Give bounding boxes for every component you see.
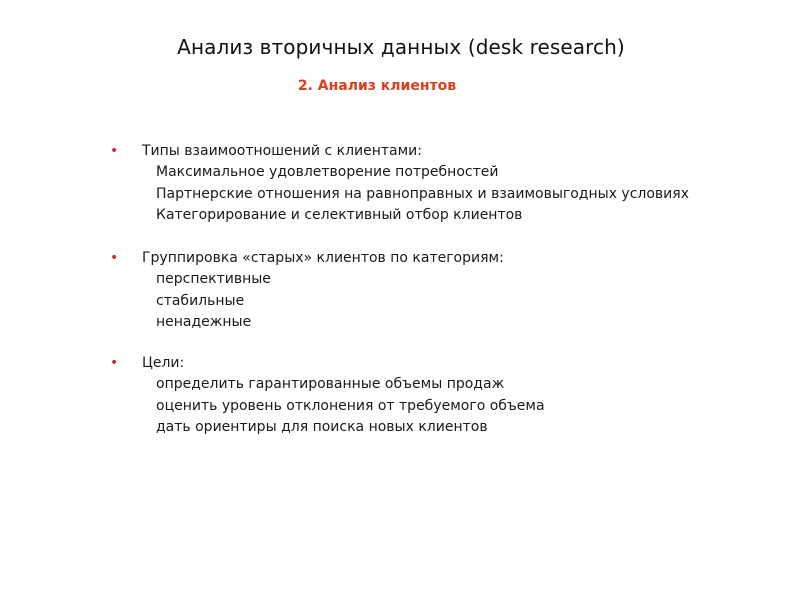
list-item: перспективные [156, 271, 271, 287]
bullet-icon: • [110, 355, 119, 371]
list-item: ненадежные [156, 314, 252, 330]
list-item: определить гарантированные объемы продаж [156, 376, 505, 392]
section-heading: Типы взаимоотношений с клиентами: [142, 143, 422, 159]
section-items [156, 162, 689, 227]
section-heading: Группировка «старых» клиентов по категориям: [142, 250, 504, 266]
section-items [156, 374, 545, 439]
list-item: Максимальное удовлетворение потребностей [156, 164, 499, 180]
section-heading: Цели: [142, 355, 185, 371]
bullet-icon: • [110, 143, 119, 159]
section-items [156, 269, 271, 334]
list-item: оценить уровень отклонения от требуемого объема [156, 397, 545, 414]
list-item: Партнерские отношения на равноправных и взаимовыгодных условиях [156, 185, 689, 202]
list-item: Категорирование и селективный отбор клиентов [156, 207, 523, 223]
list-item: стабильные [156, 292, 245, 309]
slide-title: Анализ вторичных данных (desk research) [177, 35, 625, 59]
bullet-icon: • [110, 250, 119, 266]
slide-subtitle: 2. Анализ клиентов [297, 78, 457, 94]
list-item: дать ориентиры для поиска новых клиентов [156, 419, 488, 435]
